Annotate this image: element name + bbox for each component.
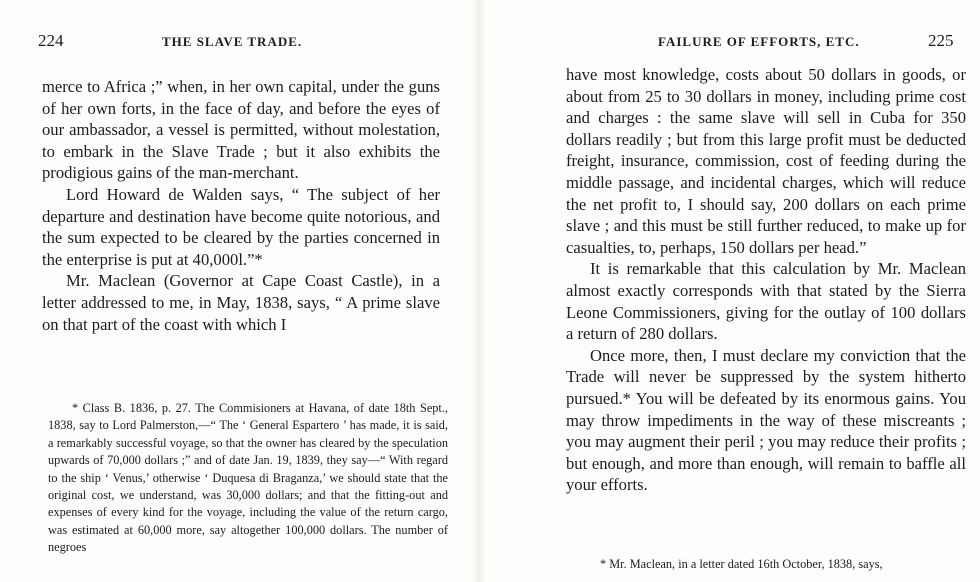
left-body-text: [42, 76, 440, 335]
right-paragraph-1: have most knowledge, costs about 50 dollars in goods, or about from 25 to 30 dollars in money, including prime cost and charges : the same slave will sell in Cuba for 350 dollars readily ; but from this large profit must be deducted freight, insurance, commission, cost of feeding during the middle passage, and incidental charges, which will reduce the net profit to, I should say, 200 dollars on each prime slave ; and this must be still further reduced, to make up for casualties, to, perhaps, 150 dollars per head.”: [566, 65, 966, 257]
right-page-number: 225: [928, 31, 954, 50]
left-footnote-text: * Class B. 1836, p. 27. The Commisioners at Havana, of date 18th Sept., 1838, say to Lord Palmerston,—“ The ‘ General Espartero ’ has made, it is said, a remarkably successful voyage, so that the owner has cleared by the speculation upwards of 70,000 dollars ;” and of date Jan. 19, 1839, they say—“ With regard to the ship ‘ Venus,’ otherwise ‘ Duquesa di Braganza,’ we should state that the original cost, we understand, was 30,000 dollars; and that the fitting-out and expenses of every kind for the voyage, including the value of the return cargo, was estimated at 60,000 more, say altogether 100,000 dollars. The number of negroes: [48, 401, 448, 555]
book-gutter: [472, 0, 486, 582]
right-footnote-text: * Mr. Maclean, in a letter dated 16th October, 1838, says,: [600, 557, 883, 571]
left-footnote: [48, 400, 448, 557]
right-body-text: [566, 64, 966, 496]
right-footnote: [576, 556, 970, 573]
left-page-number: 224: [38, 31, 64, 50]
right-running-head: FAILURE OF EFFORTS, ETC.: [658, 34, 860, 49]
right-page: [490, 0, 980, 582]
left-page: [0, 0, 470, 582]
left-paragraph-1: merce to Africa ;” when, in her own capital, under the guns of her own forts, in the face of day, and before the eyes of our ambassador, a vessel is permitted, without molestation, to embark in the Slave Trade ; but it also exhibits the prodigious gains of the man-merchant.: [42, 77, 440, 183]
left-paragraph-3: Mr. Maclean (Governor at Cape Coast Castle), in a letter addressed to me, in May, 1838, says, “ A prime slave on that part of the coast with which I: [42, 271, 440, 334]
left-running-head: THE SLAVE TRADE.: [162, 34, 303, 49]
left-paragraph-2: Lord Howard de Walden says, “ The subject of her departure and destination have become quite notorious, and the sum expected to be cleared by the parties concerned in the enterprise is put at 40,000l.”*: [42, 184, 440, 269]
right-paragraph-3: Once more, then, I must declare my conviction that the Trade will never be suppressed by the system hitherto pursued.* You will be defeated by its enormous gains. You may throw impediments in the way of these miscreants ; you may augment their peril ; you may reduce their profits ; but enough, and more than enough, will remain to baffle all your efforts.: [566, 345, 966, 495]
right-paragraph-2: It is remarkable that this calculation by Mr. Maclean almost exactly corresponds with that stated by the Sierra Leone Commissioners, giving for the outlay of 100 dollars a return of 280 dollars.: [566, 259, 966, 344]
